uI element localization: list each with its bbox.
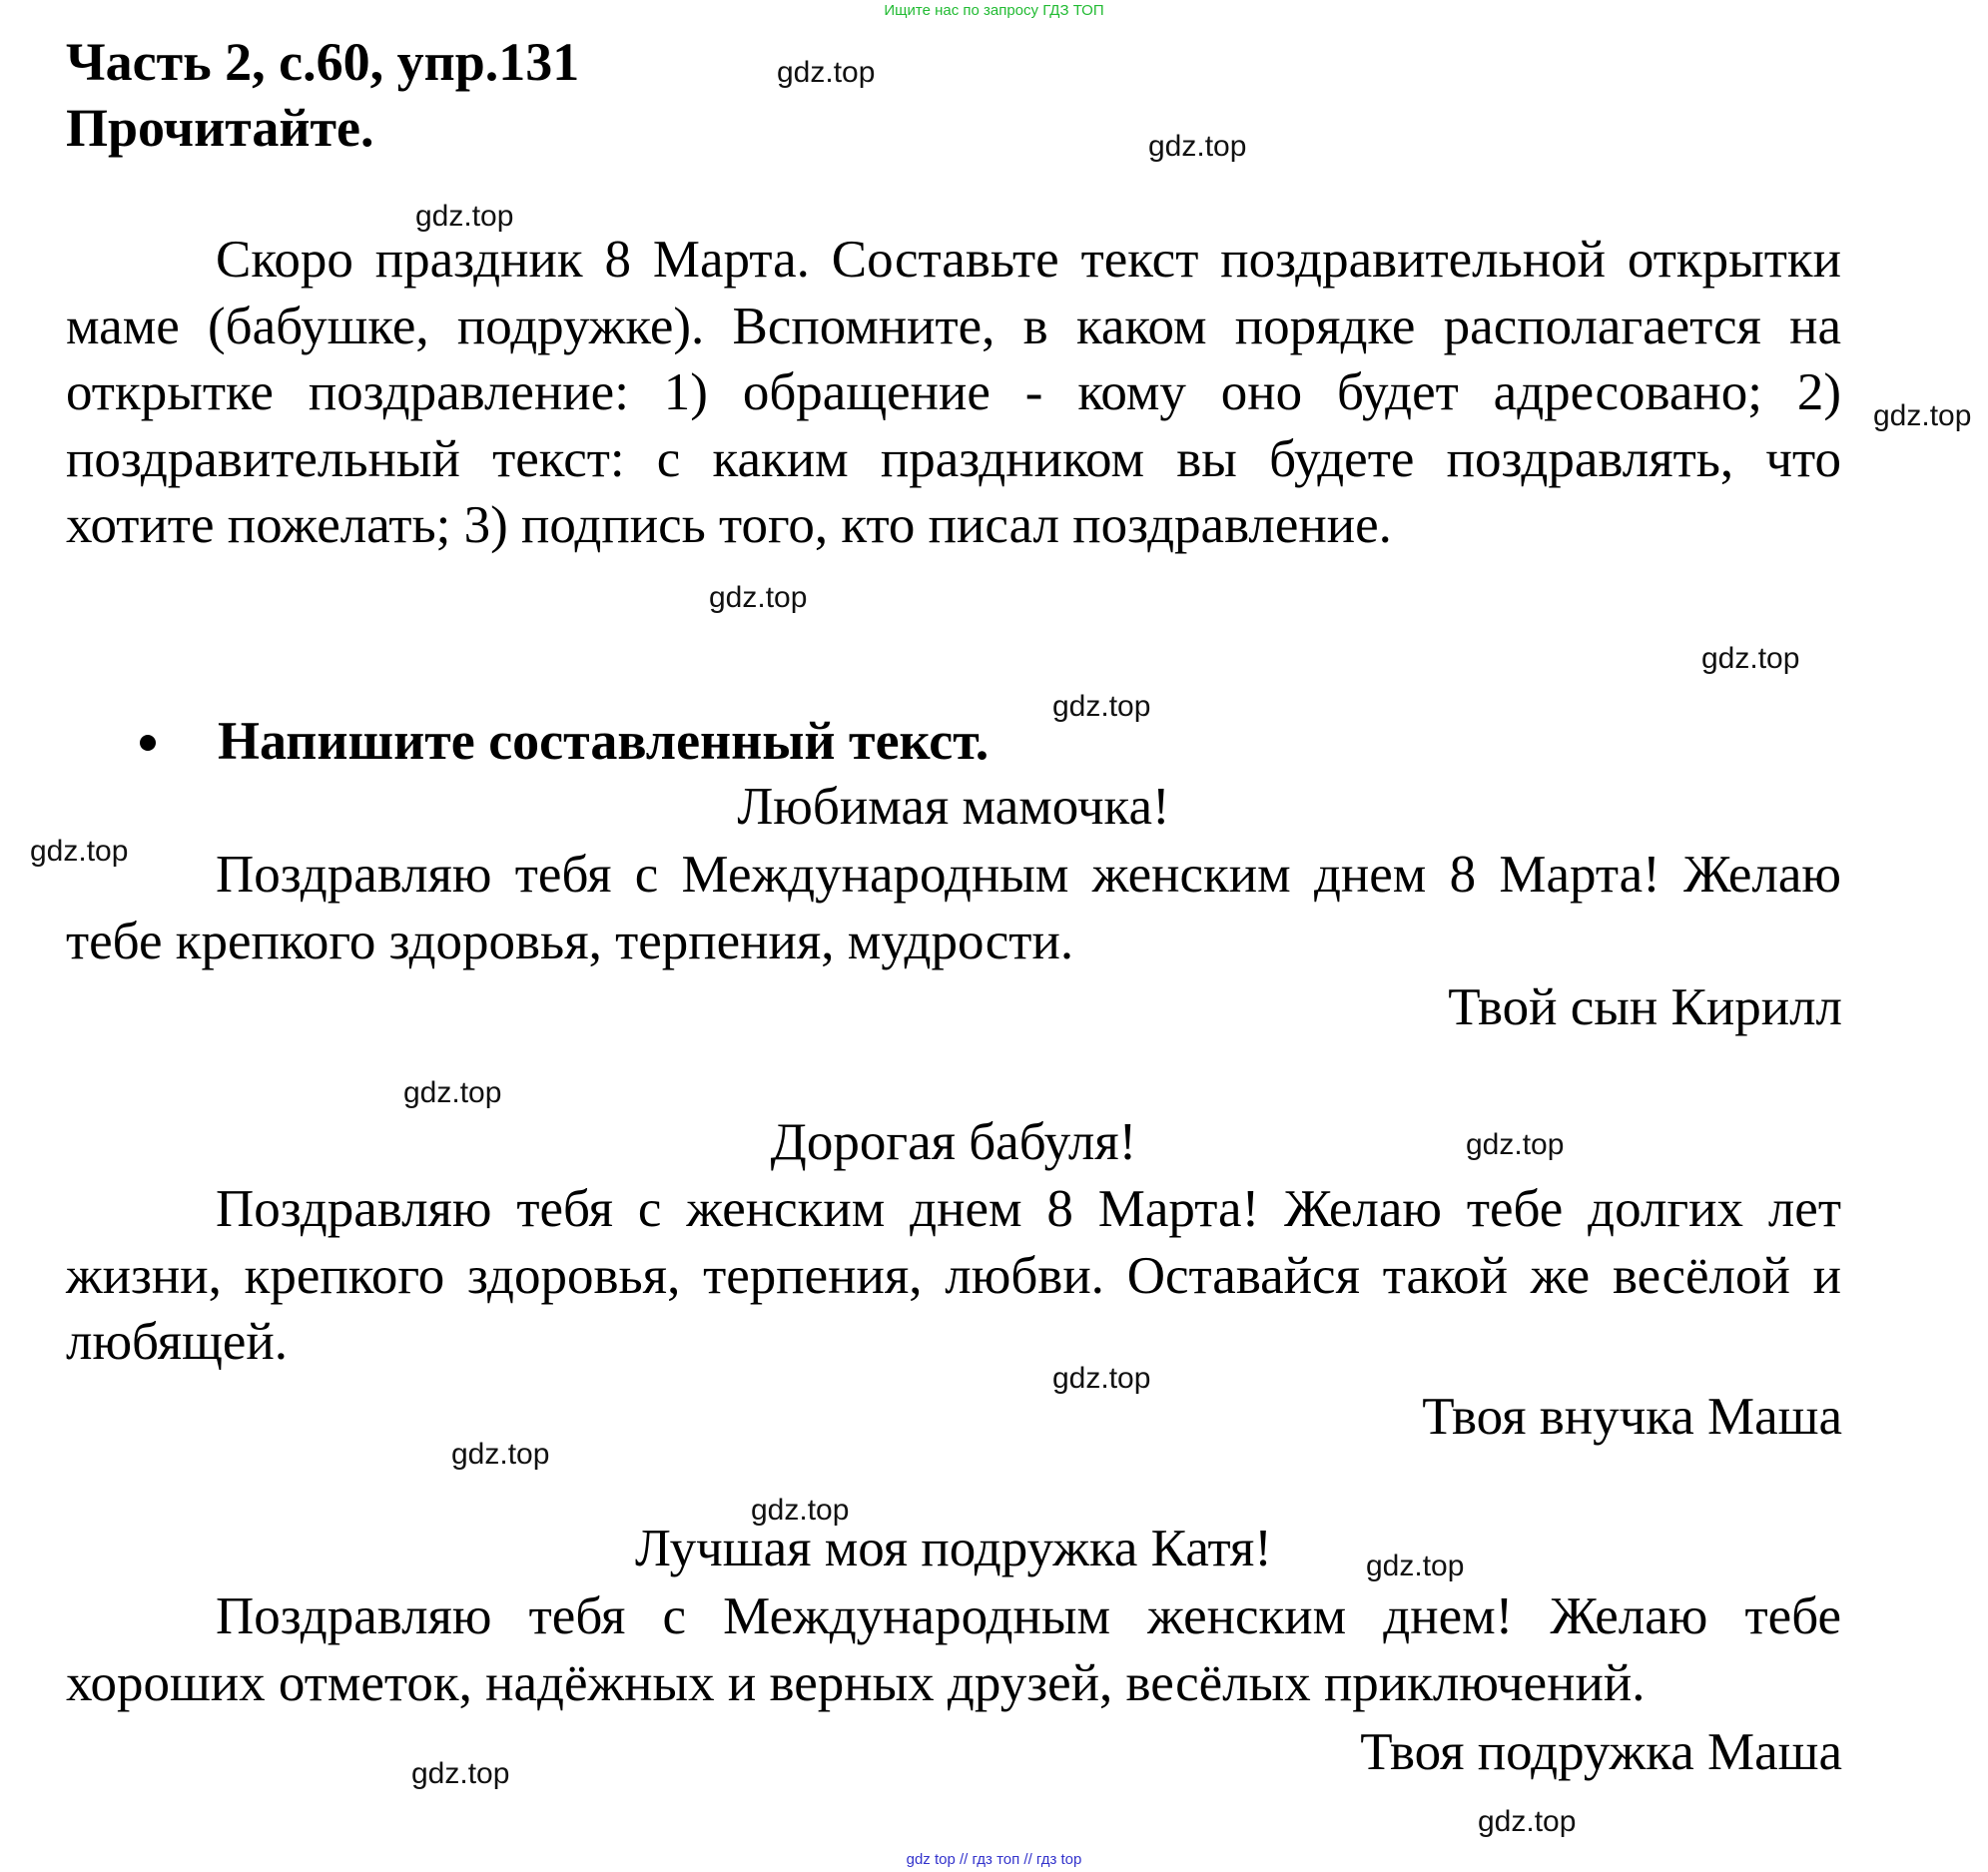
card-2-signature: Твоя внучка Маша: [1422, 1388, 1842, 1446]
watermark: gdz.top: [451, 1438, 550, 1471]
bullet-task-label: Напишите составленный текст.: [218, 711, 990, 771]
watermark: gdz.top: [1052, 1362, 1151, 1395]
card-3-signature: Твоя подружка Маша: [1360, 1723, 1842, 1781]
card-2-body: Поздравляю тебя с женским днем 8 Марта! Желаю тебе долгих лет жизни, крепкого здоровья, терпения, любви. Оставайся такой же весёлой и любящей.: [66, 1180, 1841, 1371]
card-2-greeting: Дорогая бабуля!: [770, 1113, 1137, 1171]
watermark: gdz.top: [30, 835, 129, 868]
card-1-greeting: Любимая мамочка!: [737, 778, 1170, 836]
watermark: gdz.top: [1052, 690, 1151, 723]
card-3-greeting: Лучшая моя подружка Катя!: [635, 1520, 1272, 1577]
watermark: gdz.top: [415, 200, 514, 233]
watermark: gdz.top: [1701, 642, 1800, 675]
watermark: gdz.top: [709, 581, 808, 614]
task-paragraph: Скоро праздник 8 Марта. Составьте текст поздравительной открытки маме (бабушке, подружке). Вспомните, в каком порядке располагается на открытке поздравление: 1) обращение - кому оно будет адресовано; 2) поздравительный текст: с каким праздником вы будете поздравлять, что хотите пожелать; 3) подпись того, кто писал поздравление.: [66, 231, 1841, 554]
watermark: gdz.top: [777, 56, 876, 89]
instruction-heading: Прочитайте.: [66, 98, 374, 158]
card-1-signature: Твой сын Кирилл: [1448, 978, 1842, 1036]
card-1-body: Поздравляю тебя с Международным женским днем 8 Марта! Желаю тебе крепкого здоровья, терпения, мудрости.: [66, 846, 1841, 970]
watermark: gdz.top: [1478, 1805, 1577, 1838]
bottom-banner[interactable]: gdz top // гдз топ // гдз top: [906, 1851, 1082, 1868]
watermark: gdz.top: [751, 1494, 850, 1527]
top-banner[interactable]: Ищите нас по запросу ГДЗ ТОП: [884, 2, 1104, 19]
card-3-body: Поздравляю тебя с Международным женским днем! Желаю тебе хороших отметок, надёжных и верных друзей, весёлых приключений.: [66, 1587, 1841, 1712]
watermark: gdz.top: [1148, 130, 1247, 163]
bullet-task: [140, 708, 989, 774]
watermark: gdz.top: [403, 1076, 502, 1109]
watermark: gdz.top: [1366, 1550, 1465, 1582]
bullet-dot-icon: [140, 735, 156, 751]
watermark: gdz.top: [1466, 1128, 1565, 1161]
watermark: gdz.top: [1873, 399, 1972, 432]
watermark: gdz.top: [411, 1757, 510, 1790]
exercise-title: Часть 2, с.60, упр.131: [66, 32, 580, 92]
